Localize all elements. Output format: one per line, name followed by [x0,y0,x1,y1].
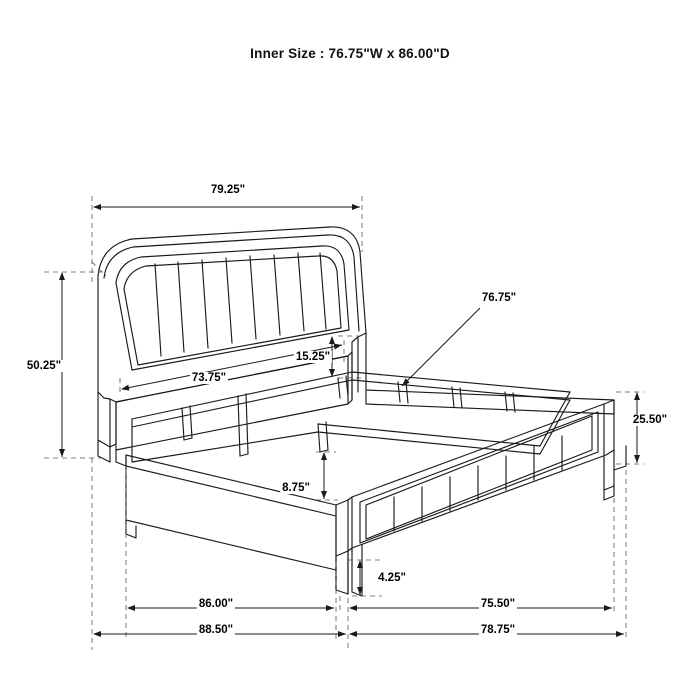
dim-headboard-width: 79.25" [210,184,246,196]
dim-footboard-outer-width: 78.75" [480,624,516,636]
bed-illustration [98,227,626,596]
dim-footboard-height: 25.50" [632,414,668,426]
dim-overall-length: 88.50" [198,624,234,636]
dim-leg-height: 4.25" [378,572,406,584]
dimension-arrows [62,207,637,634]
dim-headboard-height: 50.25" [26,360,62,372]
dim-footboard-inner-width: 75.50" [480,598,516,610]
dim-deck-to-rail-height: 15.25" [295,351,331,363]
dim-side-rail-inner-length: 86.00" [198,598,234,610]
dim-headboard-inner-width: 73.75" [191,372,227,384]
page-title: Inner Size : 76.75"W x 86.00"D [250,46,450,61]
dim-deck-clearance: 8.75" [282,482,310,494]
dim-mattress-inner-width: 76.75" [481,292,517,304]
